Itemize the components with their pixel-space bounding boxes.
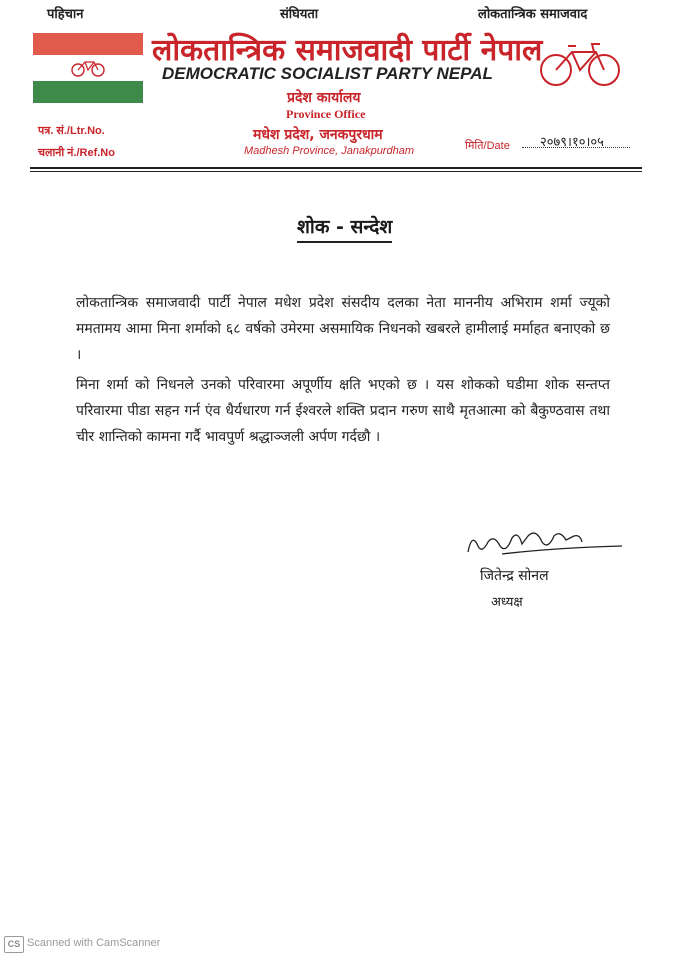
office-nepali: प्रदेश कार्यालय — [287, 90, 361, 106]
flag-bicycle-icon — [70, 58, 106, 78]
date-value: २०७९।१०।०५ — [540, 135, 604, 150]
top-label-identity: पहिचान — [47, 7, 84, 22]
office-english: Province Office — [286, 107, 366, 121]
party-name-english: DEMOCRATIC SOCIALIST PARTY NEPAL — [162, 64, 493, 83]
bicycle-logo-icon — [538, 40, 622, 88]
header-divider — [30, 167, 642, 169]
province-nepali: मधेश प्रदेश, जनकपुरधाम — [253, 127, 383, 143]
top-label-democratic-socialism: लोकतान्त्रिक समाजवाद — [478, 7, 588, 22]
letter-number-label: पत्र. सं./Ltr.No. — [38, 125, 105, 137]
header-divider-thin — [30, 171, 642, 172]
camscanner-badge-icon: CS — [4, 936, 24, 953]
flag-red-stripe — [33, 33, 143, 55]
date-dotted-line — [522, 147, 630, 148]
paragraph-2: मिना शर्मा को निधनले उनको परिवारमा अपूर्णीय क्षति भएको छ । यस शोकको घडीमा शोक सन्तप्त परिवारमा पीडा सहन गर्न एंव धैर्यधारण गर्न ईश्वरले शक्ति प्रदान गरुण साथै मृतआत्मा को बैकुण्ठवास तथा चीर शान्तिको कामना गर्दै भावपुर्ण श्रद्धाञ्जली अर्पण गर्दछौ । — [76, 377, 610, 445]
flag-green-stripe — [33, 81, 143, 103]
signer-name: जितेन्द्र सोनल — [480, 568, 549, 584]
date-label: मिति/Date — [465, 140, 510, 152]
province-english: Madhesh Province, Janakpurdham — [244, 145, 414, 157]
party-flag — [33, 33, 143, 103]
camscanner-watermark: Scanned with CamScanner — [27, 937, 161, 949]
paragraph-1: लोकतान्त्रिक समाजवादी पार्टी नेपाल मधेश प्रदेश संसदीय दलका नेता माननीय अभिराम शर्मा ज्यूको ममतामय आमा मिना शर्माको ६८ वर्षको उमेरमा असमायिक निधनको खबरले हामीलाई मर्माहत बनाएको छ । — [76, 295, 610, 363]
reference-number-label: चलानी नं./Ref.No — [38, 147, 115, 159]
handwritten-signature — [462, 524, 632, 564]
signer-title: अध्यक्ष — [491, 595, 523, 610]
top-label-federalism: संघियता — [280, 7, 319, 22]
party-name-nepali: लोकतान्त्रिक समाजवादी पार्टी नेपाल — [152, 33, 543, 68]
letter-heading: शोक - सन्देश — [297, 213, 392, 243]
